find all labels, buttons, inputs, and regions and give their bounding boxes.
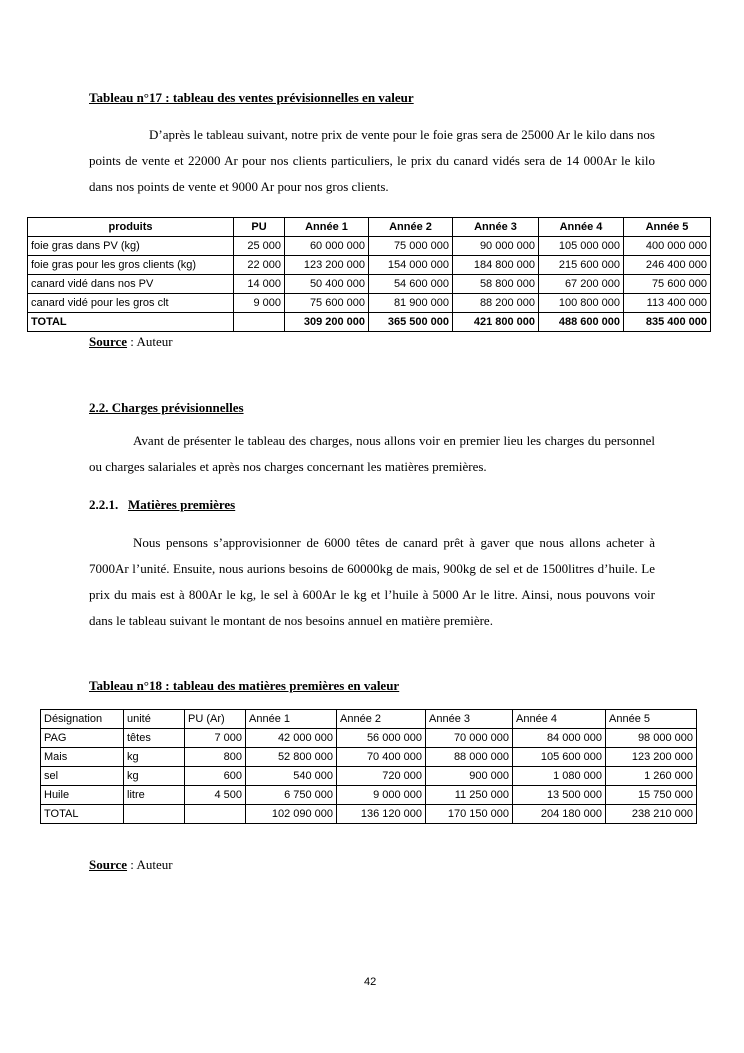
table-cell: 600 bbox=[185, 767, 246, 786]
table-cell: 50 400 000 bbox=[285, 275, 369, 294]
col-header-designation: Désignation bbox=[41, 710, 124, 729]
table-row bbox=[28, 294, 711, 313]
table-cell: 7 000 bbox=[185, 729, 246, 748]
col-header-annee-1: Année 1 bbox=[285, 218, 369, 237]
table-cell: 84 000 000 bbox=[513, 729, 606, 748]
table-cell: 246 400 000 bbox=[624, 256, 711, 275]
table-cell: foie gras dans PV (kg) bbox=[28, 237, 234, 256]
table-cell: 70 400 000 bbox=[337, 748, 426, 767]
raw-materials-table bbox=[40, 709, 697, 824]
table-total-row bbox=[41, 805, 697, 824]
section-2-2-1-number: 2.2.1. bbox=[89, 497, 119, 512]
section-2-2-1-title bbox=[89, 497, 235, 513]
table-cell: canard vidé pour les gros clt bbox=[28, 294, 234, 313]
table-cell: 113 400 000 bbox=[624, 294, 711, 313]
table-cell: 720 000 bbox=[337, 767, 426, 786]
table-cell: 75 000 000 bbox=[369, 237, 453, 256]
table-row bbox=[41, 748, 697, 767]
table-cell: canard vidé dans nos PV bbox=[28, 275, 234, 294]
table17-caption: Tableau n°17 : tableau des ventes prévisionnelles en valeur bbox=[89, 90, 414, 105]
table-cell: 1 260 000 bbox=[606, 767, 697, 786]
source-label: Source bbox=[89, 334, 128, 349]
col-header-annee-4: Année 4 bbox=[539, 218, 624, 237]
col-header-pu-ar: PU (Ar) bbox=[185, 710, 246, 729]
table-row bbox=[28, 275, 711, 294]
table-cell: 88 200 000 bbox=[453, 294, 539, 313]
table-cell: 70 000 000 bbox=[426, 729, 513, 748]
source-value: : Auteur bbox=[127, 857, 173, 872]
table-row bbox=[41, 767, 697, 786]
table-row bbox=[28, 237, 711, 256]
table-cell: 9 000 bbox=[234, 294, 285, 313]
table-header-row bbox=[28, 218, 711, 237]
table-cell: 170 150 000 bbox=[426, 805, 513, 824]
table-cell: 22 000 bbox=[234, 256, 285, 275]
table-cell: 54 600 000 bbox=[369, 275, 453, 294]
col-header-annee-5: Année 5 bbox=[606, 710, 697, 729]
table17-intro-text: D’après le tableau suivant, notre prix de vente pour le foie gras sera de 25000 Ar le kilo dans nos points de vente et 22000 Ar pour nos clients particuliers, le prix du canard vidés sera de 14 000Ar le kilo dans nos points de vente et 9000 Ar pour nos gros clients. bbox=[89, 127, 655, 194]
table-cell: 90 000 000 bbox=[453, 237, 539, 256]
table-cell: 309 200 000 bbox=[285, 313, 369, 332]
col-header-annee-2: Année 2 bbox=[369, 218, 453, 237]
table-cell: 9 000 000 bbox=[337, 786, 426, 805]
table-cell: 25 000 bbox=[234, 237, 285, 256]
table-cell: 52 800 000 bbox=[246, 748, 337, 767]
table-cell bbox=[185, 805, 246, 824]
table-cell: 238 210 000 bbox=[606, 805, 697, 824]
col-header-annee-3: Année 3 bbox=[426, 710, 513, 729]
col-header-annee-1: Année 1 bbox=[246, 710, 337, 729]
table-cell: 421 800 000 bbox=[453, 313, 539, 332]
table-cell: 215 600 000 bbox=[539, 256, 624, 275]
table-cell: Mais bbox=[41, 748, 124, 767]
table-cell: foie gras pour les gros clients (kg) bbox=[28, 256, 234, 275]
section-2-2-paragraph bbox=[89, 428, 655, 480]
table17-intro bbox=[89, 122, 655, 200]
table-cell: 400 000 000 bbox=[624, 237, 711, 256]
col-header-unite: unité bbox=[124, 710, 185, 729]
table-cell: 123 200 000 bbox=[606, 748, 697, 767]
table-row bbox=[41, 786, 697, 805]
col-header-annee-4: Année 4 bbox=[513, 710, 606, 729]
table-cell: kg bbox=[124, 767, 185, 786]
table-cell: 13 500 000 bbox=[513, 786, 606, 805]
table-cell: 67 200 000 bbox=[539, 275, 624, 294]
table-cell: 800 bbox=[185, 748, 246, 767]
table-cell: 184 800 000 bbox=[453, 256, 539, 275]
table-cell bbox=[124, 805, 185, 824]
section-2-2-1-title-text: Matières premières bbox=[128, 497, 236, 512]
table-cell bbox=[234, 313, 285, 332]
table-cell: têtes bbox=[124, 729, 185, 748]
table-cell: 15 750 000 bbox=[606, 786, 697, 805]
sales-forecast-table bbox=[27, 217, 711, 332]
table-cell: 75 600 000 bbox=[285, 294, 369, 313]
col-header-annee-3: Année 3 bbox=[453, 218, 539, 237]
source-label: Source bbox=[89, 857, 128, 872]
table-cell: 81 900 000 bbox=[369, 294, 453, 313]
table-cell: 136 120 000 bbox=[337, 805, 426, 824]
table-cell: 60 000 000 bbox=[285, 237, 369, 256]
table-cell: 56 000 000 bbox=[337, 729, 426, 748]
source-value: : Auteur bbox=[127, 334, 173, 349]
table17-source bbox=[89, 334, 173, 350]
page-number: 42 bbox=[364, 976, 377, 988]
table-cell: 365 500 000 bbox=[369, 313, 453, 332]
table-cell: 105 000 000 bbox=[539, 237, 624, 256]
table-cell: 42 000 000 bbox=[246, 729, 337, 748]
table-row bbox=[41, 729, 697, 748]
table-cell: 488 600 000 bbox=[539, 313, 624, 332]
table-row bbox=[28, 256, 711, 275]
section-2-2-text: Avant de présenter le tableau des charges, nous allons voir en premier lieu les charges du personnel ou charges salariales et après nos charges concernant les matières premières. bbox=[89, 433, 655, 474]
table-cell: 4 500 bbox=[185, 786, 246, 805]
table-cell: 102 090 000 bbox=[246, 805, 337, 824]
col-header-pu: PU bbox=[234, 218, 285, 237]
table-cell: Huile bbox=[41, 786, 124, 805]
table-cell: 204 180 000 bbox=[513, 805, 606, 824]
table-cell: 835 400 000 bbox=[624, 313, 711, 332]
table-cell: 6 750 000 bbox=[246, 786, 337, 805]
table-header-row bbox=[41, 710, 697, 729]
table-total-row bbox=[28, 313, 711, 332]
table-cell: TOTAL bbox=[41, 805, 124, 824]
table-cell: 14 000 bbox=[234, 275, 285, 294]
table-cell: 11 250 000 bbox=[426, 786, 513, 805]
table-cell: 105 600 000 bbox=[513, 748, 606, 767]
table-cell: litre bbox=[124, 786, 185, 805]
table-cell: 540 000 bbox=[246, 767, 337, 786]
table18-source bbox=[89, 857, 173, 873]
col-header-annee-5: Année 5 bbox=[624, 218, 711, 237]
table-cell: 900 000 bbox=[426, 767, 513, 786]
col-header-annee-2: Année 2 bbox=[337, 710, 426, 729]
table18-caption: Tableau n°18 : tableau des matières premières en valeur bbox=[89, 678, 400, 693]
table-cell: 154 000 000 bbox=[369, 256, 453, 275]
section-2-2-1-text: Nous pensons s’approvisionner de 6000 têtes de canard prêt à gaver que nous allons acheter à 7000Ar l’unité. Ensuite, nous aurions besoins de 60000kg de mais, 900kg de sel et de 1500litres d’huile. Le prix du mais est à 800Ar le kg, le sel à 600Ar le kg et l’huile à 5000 Ar le litre. Ainsi, nous pouvons voir dans le tableau suivant le montant de nos besoins annuel en matière première. bbox=[89, 535, 655, 628]
table-cell: sel bbox=[41, 767, 124, 786]
table-cell: 75 600 000 bbox=[624, 275, 711, 294]
table-cell: PAG bbox=[41, 729, 124, 748]
table-cell: 58 800 000 bbox=[453, 275, 539, 294]
table-cell: TOTAL bbox=[28, 313, 234, 332]
section-2-2-title bbox=[89, 400, 244, 416]
table-cell: 100 800 000 bbox=[539, 294, 624, 313]
col-header-produits: produits bbox=[28, 218, 234, 237]
table-cell: 98 000 000 bbox=[606, 729, 697, 748]
table-cell: kg bbox=[124, 748, 185, 767]
section-2-2-1-paragraph bbox=[89, 530, 655, 634]
table-cell: 1 080 000 bbox=[513, 767, 606, 786]
section-2-2-title-text: 2.2. Charges prévisionnelles bbox=[89, 400, 244, 415]
table-cell: 123 200 000 bbox=[285, 256, 369, 275]
table-cell: 88 000 000 bbox=[426, 748, 513, 767]
